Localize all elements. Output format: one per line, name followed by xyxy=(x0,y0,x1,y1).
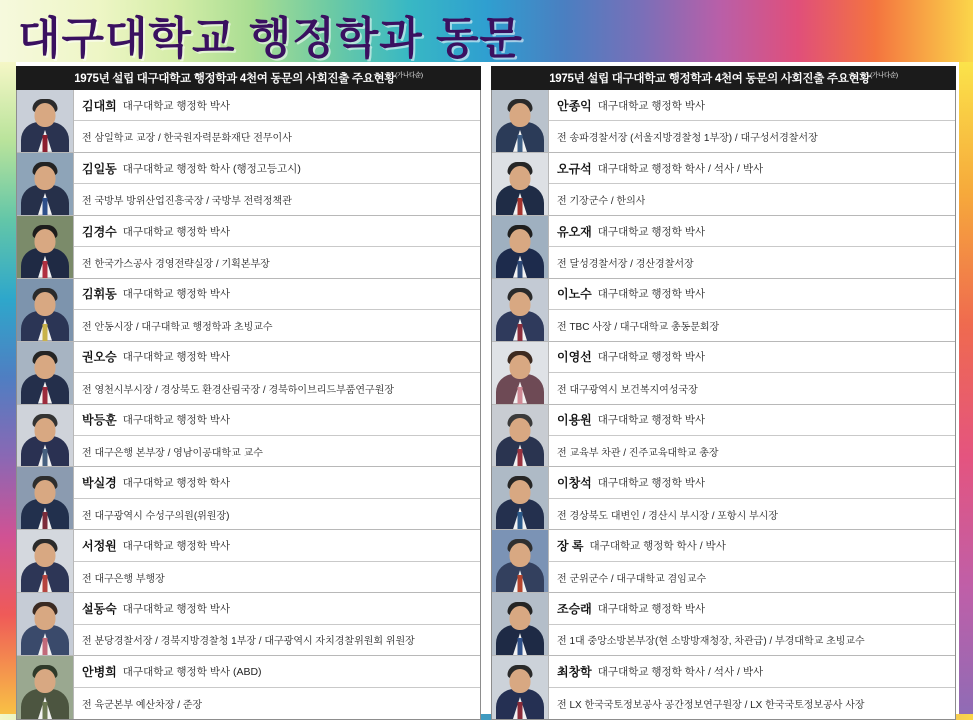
alumni-name-degree xyxy=(549,153,955,184)
alumni-column-right xyxy=(491,66,956,720)
alumni-name-degree xyxy=(74,530,480,561)
avatar xyxy=(17,90,74,152)
alumni-name: 안종익 xyxy=(557,98,592,113)
alumni-career-row xyxy=(549,625,955,655)
table-row[interactable] xyxy=(17,90,480,153)
alumni-degree: 대구대학교 행정학 박사 xyxy=(597,414,706,427)
table-row[interactable] xyxy=(492,593,955,656)
alumni-name: 안병희 xyxy=(82,665,117,680)
alumni-info xyxy=(74,279,480,341)
avatar xyxy=(17,216,74,278)
table-row[interactable] xyxy=(492,153,955,216)
decorative-left-edge xyxy=(0,62,16,720)
alumni-degree: 대구대학교 행정학 박사 xyxy=(122,414,231,427)
alumni-info xyxy=(549,467,955,529)
avatar xyxy=(492,405,549,467)
alumni-info xyxy=(74,656,480,719)
avatar xyxy=(17,467,74,529)
avatar xyxy=(492,467,549,529)
alumni-name: 오규석 xyxy=(557,161,592,176)
alumni-career: 전 대구은행 본부장 / 영남이공대학교 교수 xyxy=(82,447,263,459)
alumni-career-row xyxy=(549,436,955,466)
alumni-info xyxy=(549,342,955,404)
alumni-degree: 대구대학교 행정학 박사 xyxy=(122,225,231,238)
avatar xyxy=(492,656,549,719)
alumni-career: 전 영천시부시장 / 경상북도 환경산림국장 / 경북하이브리드부품연구원장 xyxy=(82,384,395,396)
table-row[interactable] xyxy=(492,342,955,405)
alumni-info xyxy=(549,656,955,719)
alumni-career-row xyxy=(549,121,955,151)
table-row[interactable] xyxy=(492,467,955,530)
alumni-name-degree xyxy=(549,405,955,436)
alumni-name: 조승래 xyxy=(557,601,592,616)
alumni-career: 전 경상북도 대변인 / 경산시 부시장 / 포항시 부시장 xyxy=(557,510,778,522)
alumni-name-degree xyxy=(549,90,955,121)
alumni-degree: 대구대학교 행정학 학사 (행정고등고시) xyxy=(122,162,301,175)
column-right-header-text: 1975년 설립 대구대학교 행정학과 4천여 동문의 사회진출 주요현황 xyxy=(549,73,871,85)
alumni-name-degree xyxy=(549,467,955,498)
alumni-name-degree xyxy=(74,216,480,247)
alumni-table-right xyxy=(491,90,956,720)
avatar xyxy=(492,530,549,592)
column-left-header-sub: (가나다순) xyxy=(395,72,423,80)
alumni-name: 박등훈 xyxy=(82,413,117,428)
alumni-career: 전 1대 중앙소방본부장(현 소방방재청장, 차관급) / 부경대학교 초빙교수 xyxy=(557,636,865,648)
column-right-header-sub: (가나다순) xyxy=(870,72,898,80)
alumni-career-row xyxy=(74,184,480,214)
alumni-name: 유오재 xyxy=(557,224,592,239)
avatar xyxy=(492,216,549,278)
alumni-career: 전 송파경찰서장 (서울지방경찰청 1부장) / 대구성서경찰서장 xyxy=(557,133,818,145)
alumni-name-degree xyxy=(74,467,480,498)
alumni-career-row xyxy=(74,562,480,592)
avatar xyxy=(17,342,74,404)
table-row[interactable] xyxy=(17,216,480,279)
alumni-degree: 대구대학교 행정학 박사 xyxy=(597,351,706,364)
alumni-career: 전 분당경찰서장 / 경북지방경찰청 1부장 / 대구광역시 자치경찰위원회 위원장 xyxy=(82,636,415,648)
alumni-degree: 대구대학교 행정학 박사 xyxy=(597,602,706,615)
alumni-degree: 대구대학교 행정학 학사 / 박사 xyxy=(589,540,726,553)
alumni-degree: 대구대학교 행정학 박사 xyxy=(122,99,231,112)
alumni-info xyxy=(74,153,480,215)
column-right-header xyxy=(491,66,956,90)
alumni-name: 박실경 xyxy=(82,476,117,491)
alumni-name-degree xyxy=(549,593,955,624)
alumni-degree: 대구대학교 행정학 학사 xyxy=(122,477,231,490)
alumni-name: 이용원 xyxy=(557,413,592,428)
alumni-career: 전 대구광역시 보건복지여성국장 xyxy=(557,384,698,396)
table-row[interactable] xyxy=(17,656,480,719)
avatar xyxy=(492,593,549,655)
avatar xyxy=(17,279,74,341)
alumni-columns xyxy=(16,66,957,720)
alumni-degree: 대구대학교 행정학 박사 (ABD) xyxy=(122,666,262,679)
column-left-header-text: 1975년 설립 대구대학교 행정학과 4천여 동문의 사회진출 주요현황 xyxy=(74,73,396,85)
alumni-career: 전 한국가스공사 경영전략실장 / 기획본부장 xyxy=(82,258,270,270)
alumni-info xyxy=(549,593,955,655)
alumni-name-degree xyxy=(74,656,480,688)
alumni-info xyxy=(74,593,480,655)
alumni-degree: 대구대학교 행정학 박사 xyxy=(122,351,231,364)
alumni-career-row xyxy=(549,184,955,214)
alumni-career: 전 삼일학교 교장 / 한국원자력문화재단 전무이사 xyxy=(82,133,292,145)
alumni-career-row xyxy=(549,247,955,277)
alumni-name-degree xyxy=(549,279,955,310)
alumni-name-degree xyxy=(74,405,480,436)
alumni-career-row xyxy=(74,247,480,277)
table-row[interactable] xyxy=(492,405,955,468)
alumni-name-degree xyxy=(549,656,955,688)
alumni-name: 장 록 xyxy=(557,539,584,554)
alumni-degree: 대구대학교 행정학 학사 / 석사 / 박사 xyxy=(597,162,764,175)
alumni-career-row xyxy=(74,310,480,340)
table-row[interactable] xyxy=(492,530,955,593)
table-row[interactable] xyxy=(17,153,480,216)
alumni-career-row xyxy=(74,625,480,655)
alumni-name-degree xyxy=(549,530,955,561)
alumni-career-row xyxy=(74,373,480,403)
alumni-column-left xyxy=(16,66,481,720)
alumni-name-degree xyxy=(549,216,955,247)
alumni-career: 전 기장군수 / 한의사 xyxy=(557,196,646,208)
alumni-career-row xyxy=(549,499,955,529)
alumni-info xyxy=(74,405,480,467)
alumni-career: 전 교육부 차관 / 진주교육대학교 총장 xyxy=(557,447,719,459)
alumni-info xyxy=(549,530,955,592)
alumni-degree: 대구대학교 행정학 학사 / 석사 / 박사 xyxy=(597,666,764,679)
alumni-name: 서정원 xyxy=(82,539,117,554)
alumni-name: 김휘동 xyxy=(82,287,117,302)
alumni-career: 전 LX 한국국토정보공사 공간정보연구원장 / LX 한국국토정보공사 사장 xyxy=(557,700,865,712)
table-row[interactable] xyxy=(492,216,955,279)
alumni-name-degree xyxy=(549,342,955,373)
table-row[interactable] xyxy=(492,90,955,153)
alumni-name-degree xyxy=(74,593,480,624)
alumni-name: 김대희 xyxy=(82,98,117,113)
alumni-degree: 대구대학교 행정학 박사 xyxy=(597,99,706,112)
alumni-table-left xyxy=(16,90,481,720)
alumni-info xyxy=(74,90,480,152)
alumni-career: 전 안동시장 / 대구대학교 행정학과 초빙교수 xyxy=(82,321,273,333)
alumni-career-row xyxy=(74,688,480,719)
alumni-career: 전 군위군수 / 대구대학교 겸임교수 xyxy=(557,573,707,585)
alumni-name: 이노수 xyxy=(557,287,592,302)
alumni-career: 전 대구광역시 수성구의원(위원장) xyxy=(82,510,230,522)
avatar xyxy=(17,530,74,592)
alumni-info xyxy=(549,216,955,278)
alumni-career-row xyxy=(74,436,480,466)
alumni-career: 전 대구은행 부행장 xyxy=(82,573,165,585)
alumni-career-row xyxy=(549,562,955,592)
avatar xyxy=(17,153,74,215)
table-row[interactable] xyxy=(17,342,480,405)
alumni-name: 최창학 xyxy=(557,665,592,680)
avatar xyxy=(17,593,74,655)
column-left-header xyxy=(16,66,481,90)
alumni-info xyxy=(549,405,955,467)
alumni-name-degree xyxy=(74,153,480,184)
alumni-career-row xyxy=(74,499,480,529)
table-row[interactable] xyxy=(17,405,480,468)
avatar xyxy=(17,656,74,719)
alumni-name: 이영선 xyxy=(557,350,592,365)
alumni-name: 이창석 xyxy=(557,476,592,491)
table-row[interactable] xyxy=(17,467,480,530)
alumni-career: 전 TBC 사장 / 대구대학교 총동문회장 xyxy=(557,321,720,333)
avatar xyxy=(492,342,549,404)
alumni-info xyxy=(549,279,955,341)
alumni-name: 설동숙 xyxy=(82,601,117,616)
alumni-degree: 대구대학교 행정학 박사 xyxy=(122,540,231,553)
alumni-degree: 대구대학교 행정학 박사 xyxy=(597,477,706,490)
decorative-right-edge xyxy=(959,62,973,720)
alumni-career-row xyxy=(549,373,955,403)
alumni-career-row xyxy=(74,121,480,151)
table-row[interactable] xyxy=(17,279,480,342)
alumni-career: 전 육군본부 예산차장 / 준장 xyxy=(82,700,203,712)
alumni-info xyxy=(74,467,480,529)
alumni-name-degree xyxy=(74,342,480,373)
avatar xyxy=(492,153,549,215)
alumni-degree: 대구대학교 행정학 박사 xyxy=(597,288,706,301)
alumni-info xyxy=(74,530,480,592)
alumni-name: 김일동 xyxy=(82,161,117,176)
alumni-info xyxy=(549,90,955,152)
alumni-name: 김경수 xyxy=(82,224,117,239)
alumni-info xyxy=(74,342,480,404)
avatar xyxy=(17,405,74,467)
alumni-name-degree xyxy=(74,90,480,121)
table-row[interactable] xyxy=(17,593,480,656)
table-row[interactable] xyxy=(492,656,955,719)
alumni-career: 전 달성경찰서장 / 경산경찰서장 xyxy=(557,258,694,270)
table-row[interactable] xyxy=(492,279,955,342)
page-title: 대구대학교 행정학과 동문 xyxy=(18,14,523,63)
table-row[interactable] xyxy=(17,530,480,593)
alumni-degree: 대구대학교 행정학 박사 xyxy=(122,288,231,301)
alumni-career: 전 국방부 방위산업진흥국장 / 국방부 전력정책관 xyxy=(82,196,292,208)
alumni-name-degree xyxy=(74,279,480,310)
alumni-info xyxy=(549,153,955,215)
alumni-degree: 대구대학교 행정학 박사 xyxy=(597,225,706,238)
alumni-info xyxy=(74,216,480,278)
alumni-name: 권오승 xyxy=(82,350,117,365)
alumni-career-row xyxy=(549,688,955,719)
avatar xyxy=(492,90,549,152)
avatar xyxy=(492,279,549,341)
alumni-career-row xyxy=(549,310,955,340)
alumni-degree: 대구대학교 행정학 박사 xyxy=(122,602,231,615)
